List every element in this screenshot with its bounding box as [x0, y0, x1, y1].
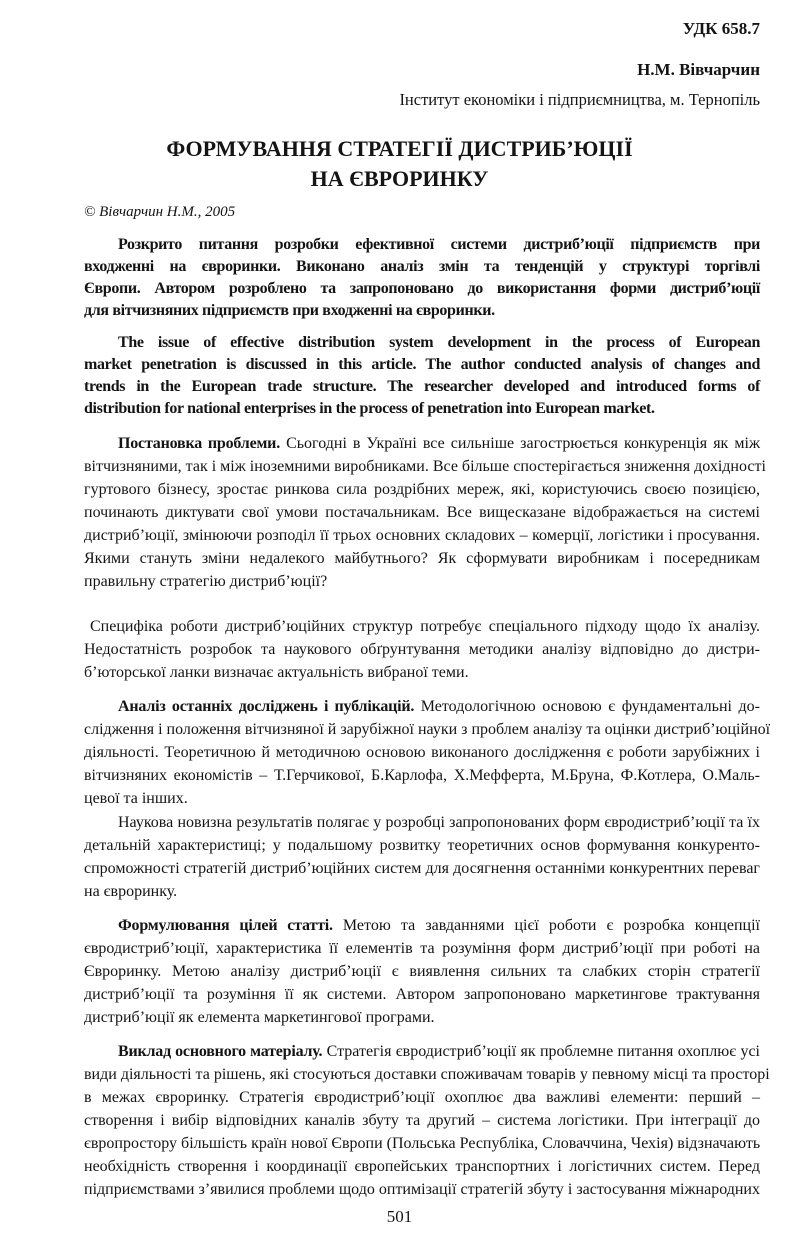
line-text: дистриб’юції, змінюючи розподіл її трьох основних складових – комерції, логістики і просування.	[84, 527, 760, 544]
line-text: Якими стануть зміни недалекого майбутнього? Як сформувати виробникам і посередникам	[84, 550, 760, 567]
copyright-notice: © Вівчарчин Н.М., 2005	[84, 204, 236, 220]
line-text: Специфіка роботи дистриб’юційних структур потребує спеціального підходу щодо їх аналізу.	[90, 618, 760, 635]
text-line	[84, 661, 760, 684]
text-line	[84, 1132, 760, 1155]
text-line	[84, 718, 771, 741]
text-line	[84, 1109, 760, 1132]
line-text: вітчизняними, так і між іноземними виробниками. Все більше спостерігається зниження дохідності	[84, 458, 766, 475]
title-line: ФОРМУВАННЯ СТРАТЕГІЇ ДИСТРИБ’ЮЦІЇ	[166, 136, 633, 161]
text-line	[84, 1155, 760, 1178]
text-line	[84, 501, 760, 524]
text-line	[84, 300, 760, 322]
line-text: слідження і положення вітчизняної й зарубіжної науки з проблем аналізу та оцінки дистриб’юційної	[84, 721, 771, 738]
line-text: євродистриб’юції, характеристика її елементів та розуміння форм дистриб’юції при роботі на	[84, 940, 760, 957]
line-text: Стратегія євродистриб’юції як проблемне питання охоплює усі	[322, 1043, 760, 1060]
text-line	[84, 615, 760, 638]
text-line	[84, 1063, 770, 1086]
line-text: market penetration is discussed in this article. The author conducted analysis of changes and	[84, 356, 760, 373]
line-text: на євроринку.	[84, 883, 178, 900]
text-line	[84, 764, 760, 787]
text-line	[84, 478, 760, 501]
text-line	[84, 787, 760, 810]
line-text: в межах євроринку. Стратегія євродистриб’юції охоплює два важливі елементи: перший –	[84, 1089, 760, 1106]
text-line	[84, 857, 760, 880]
line-text: правильну стратегію дистриб’юції?	[84, 573, 328, 590]
text-line	[84, 1006, 760, 1029]
line-text: гуртового бізнесу, зростає ринкова сила роздрібних мереж, які, користуючись своєю позицією,	[84, 481, 760, 498]
text-line	[84, 278, 760, 300]
text-line	[84, 983, 760, 1006]
text-line	[84, 914, 760, 937]
line-text: Розкрито питання розробки ефективної системи дистриб’юції підприємств при	[118, 236, 760, 253]
page-number: 501	[386, 1207, 413, 1226]
line-text: Євроринку. Метою аналізу дистриб’юції є виявлення сильних та слабких сторін стратегії	[84, 963, 760, 980]
section-heading: Формулювання цілей статті.	[118, 917, 333, 934]
line-text: необхідність створення і координації європейських транспортних і логістичних систем. Перед	[84, 1158, 760, 1175]
line-text: дистриб’юції та розуміння її як системи. Автором запропоновано маркетингове трактування	[84, 986, 760, 1003]
line-text: дистриб’юції як елемента маркетингової програми.	[84, 1009, 435, 1026]
line-text: створення і вибір відповідних каналів збуту та другий – система логістики. При інтеграції до	[84, 1112, 760, 1129]
section-literature-review	[84, 695, 771, 810]
text-line	[84, 524, 760, 547]
line-text: Наукова новизна результатів полягає у розробці запропонованих форм євродистриб’юції та їх	[118, 814, 760, 831]
line-text: distribution for national enterprises in the process of penetration into European market.	[84, 400, 655, 417]
line-text: діяльності. Теоретичною й методичною основою виконаного дослідження є роботи зарубіжних і	[84, 744, 760, 761]
line-text: входженні на євроринки. Виконано аналіз змін та тенденцій у структурі торгівлі	[84, 258, 760, 275]
paragraph-novelty	[84, 811, 760, 903]
section-heading: Виклад основного матеріалу.	[118, 1043, 323, 1060]
line-text: детальній характеристиці; у подальшому розвитку теоретичних основ формування конкуренто-	[84, 837, 760, 854]
text-line	[84, 332, 760, 354]
text-line	[84, 1086, 760, 1109]
line-text: Недостатність розробок та наукового обґрунтування методики аналізу відповідно до дистри-	[84, 641, 760, 658]
text-line	[84, 432, 760, 455]
article-title	[0, 134, 799, 194]
text-line	[84, 455, 766, 478]
text-line	[84, 811, 760, 834]
section-objectives	[84, 914, 760, 1029]
line-text: вітчизняних економістів – Т.Герчикової, Б.Карлофа, Х.Мефферта, М.Бруна, Ф.Котлера, О.Маль-	[84, 767, 760, 784]
abstract-english	[84, 332, 760, 420]
text-line	[84, 570, 760, 593]
line-text: The issue of effective distribution system development in the process of European	[118, 334, 760, 351]
line-text: підприємствами з’явилися проблеми щодо оптимізації стратегій збуту і застосування міжнародних	[84, 1181, 760, 1198]
text-line	[84, 234, 760, 256]
text-line	[84, 741, 760, 764]
abstract-ukrainian	[84, 234, 760, 322]
author-institution: Інститут економіки і підприємництва, м. Тернопіль	[399, 90, 760, 109]
line-text: види діяльності та рішень, які стосуються доставки споживачам товарів у певному місці та просторі	[84, 1066, 770, 1083]
text-line	[84, 376, 760, 398]
section-main-material	[84, 1040, 770, 1201]
section-heading: Постановка проблеми.	[118, 435, 281, 452]
line-text: trends in the European trade structure. The researcher developed and introduced forms of	[84, 378, 760, 395]
line-text: починають диктувати свої умови постачальникам. Все вищесказане відображається на системі	[84, 504, 760, 521]
text-line	[84, 834, 760, 857]
section-heading: Аналіз останніх досліджень і публікацій.	[118, 698, 415, 715]
line-text: Метою та завданнями цієї роботи є розробка концепції	[332, 917, 760, 934]
title-line: НА ЄВРОРИНКУ	[310, 166, 489, 191]
line-text: для вітчизняних підприємств при входженні на євроринки.	[84, 302, 495, 319]
text-line	[84, 547, 760, 570]
line-text: цевої та інших.	[84, 790, 188, 807]
text-line	[84, 960, 760, 983]
text-line	[84, 256, 760, 278]
paragraph-specifics	[84, 615, 760, 684]
udk-code: УДК 658.7	[682, 19, 760, 38]
line-text: Європи. Автором розроблено та запропоновано до використання форми дистриб’юції	[84, 280, 760, 297]
line-text: спроможності стратегій дистриб’юційних систем для досягнення останніми конкурентних переваг	[84, 860, 760, 877]
line-text: б’юторської ланки визначає актуальність вибраної теми.	[84, 664, 469, 681]
author-name: Н.М. Вівчарчин	[637, 60, 760, 79]
line-text: Методологічною основою є фундаментальні до-	[414, 698, 760, 715]
text-line	[84, 354, 760, 376]
line-text: європростору більшість країн нової Європи (Польська Республіка, Словаччина, Чехія) відзначають	[84, 1135, 761, 1152]
text-line	[84, 1178, 760, 1201]
text-line	[84, 1040, 760, 1063]
text-line	[84, 398, 760, 420]
section-problem-statement	[84, 432, 766, 593]
text-line	[84, 880, 760, 903]
text-line	[84, 695, 760, 718]
text-line	[84, 937, 760, 960]
line-text: Сьогодні в Україні все сильніше загострюється конкуренція як між	[280, 435, 760, 452]
text-line	[84, 638, 760, 661]
